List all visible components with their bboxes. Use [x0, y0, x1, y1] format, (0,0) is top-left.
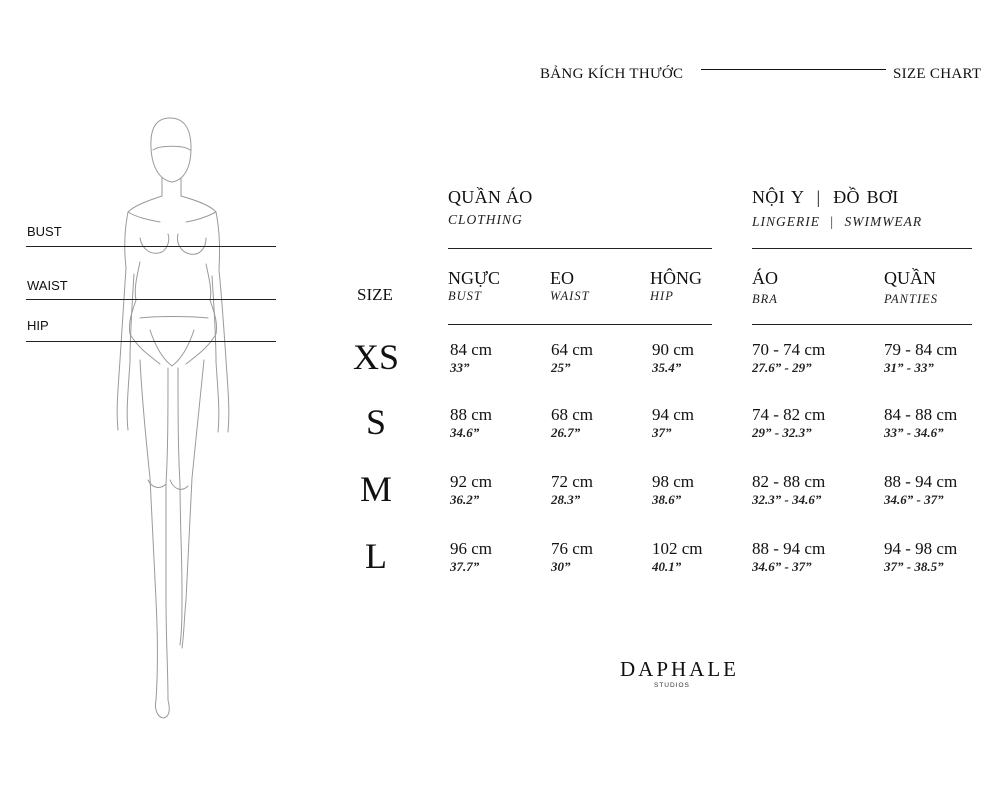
table-cell [450, 539, 492, 575]
cell-inch-value: 34.6” [450, 425, 480, 440]
cell-cm-value: 68 cm [551, 405, 594, 424]
cell-cm-value: 102 cm [652, 539, 703, 558]
brand-logo: DAPHALE [620, 657, 739, 681]
column-subtitle: BUST [448, 289, 482, 303]
header-title-vi: BẢNG KÍCH THƯỚC [540, 66, 684, 82]
lingerie-title [752, 187, 899, 208]
cell-cm-value: 76 cm [551, 539, 594, 558]
size-heading: SIZE [357, 285, 393, 304]
cell-inch-value: 38.6” [652, 492, 682, 507]
cell-inch-value: 32.3” - 34.6” [752, 492, 822, 507]
column-subtitle: WAIST [550, 289, 590, 303]
clothing-title: QUẦN ÁO [448, 187, 533, 207]
column-title: HÔNG [650, 268, 702, 288]
table-cell [884, 405, 957, 441]
lingerie-title-2: ĐỒ BƠI [833, 187, 899, 207]
lingerie-subtitle-2: SWIMWEAR [844, 214, 923, 229]
cell-inch-value: 26.7” [551, 425, 581, 440]
header-divider [701, 69, 886, 70]
table-cell [551, 340, 593, 376]
column-header-panties [884, 268, 938, 307]
clothing-header-rule [448, 324, 712, 325]
cell-cm-value: 82 - 88 cm [752, 472, 826, 491]
column-subtitle: PANTIES [884, 292, 938, 306]
cell-cm-value: 84 - 88 cm [884, 405, 958, 424]
column-subtitle: HIP [650, 289, 674, 303]
cell-cm-value: 79 - 84 cm [884, 340, 958, 359]
header-title-en: SIZE CHART [893, 66, 982, 82]
bust-line [26, 246, 276, 247]
table-cell [652, 539, 703, 575]
table-cell [752, 472, 825, 508]
cell-inch-value: 40.1” [652, 559, 682, 574]
table-cell [884, 539, 957, 575]
table-cell [652, 472, 694, 508]
cell-inch-value: 33” - 34.6” [884, 425, 944, 440]
column-subtitle: BRA [752, 292, 778, 306]
column-title: EO [550, 268, 574, 288]
cell-cm-value: 64 cm [551, 340, 594, 359]
bust-label: BUST [27, 224, 62, 239]
cell-cm-value: 94 cm [652, 405, 695, 424]
subtitle-separator: | [830, 214, 835, 229]
brand-subtitle: STUDIOS [654, 682, 690, 689]
lingerie-subtitle-1: LINGERIE [752, 214, 820, 229]
cell-cm-value: 88 - 94 cm [752, 539, 826, 558]
column-header-waist [550, 268, 590, 304]
cell-inch-value: 29” - 32.3” [752, 425, 812, 440]
size-xs-label: XS [352, 337, 400, 377]
cell-cm-value: 92 cm [450, 472, 493, 491]
waist-line [26, 299, 276, 300]
column-header-bust [448, 268, 500, 304]
cell-cm-value: 88 - 94 cm [884, 472, 958, 491]
cell-inch-value: 37” - 38.5” [884, 559, 944, 574]
cell-inch-value: 36.2” [450, 492, 480, 507]
table-cell [884, 472, 957, 508]
fashion-figure-illustration [100, 112, 270, 722]
table-cell [450, 472, 492, 508]
clothing-rule [448, 248, 712, 249]
lingerie-title-1: NỘI Y [752, 187, 804, 207]
cell-inch-value: 28.3” [551, 492, 581, 507]
cell-cm-value: 96 cm [450, 539, 493, 558]
size-s-label: S [365, 402, 387, 442]
lingerie-header-rule [752, 324, 972, 325]
table-cell [652, 340, 694, 376]
table-cell [551, 539, 593, 575]
cell-inch-value: 27.6” - 29” [752, 360, 812, 375]
cell-cm-value: 74 - 82 cm [752, 405, 826, 424]
table-cell [884, 340, 957, 376]
cell-inch-value: 25” [551, 360, 571, 375]
size-m-label: M [359, 469, 392, 509]
table-cell [652, 405, 694, 441]
hip-line [26, 341, 276, 342]
table-cell [450, 340, 492, 376]
cell-inch-value: 34.6” - 37” [884, 492, 944, 507]
cell-cm-value: 84 cm [450, 340, 493, 359]
column-title: NGỰC [448, 268, 500, 288]
cell-cm-value: 98 cm [652, 472, 695, 491]
title-separator: | [816, 187, 821, 207]
cell-inch-value: 30” [551, 559, 571, 574]
lingerie-rule [752, 248, 972, 249]
cell-inch-value: 34.6” - 37” [752, 559, 812, 574]
lingerie-subtitle [752, 214, 922, 230]
table-cell [752, 340, 825, 376]
table-cell [551, 472, 593, 508]
column-header-hip [650, 268, 702, 304]
table-cell [551, 405, 593, 441]
cell-inch-value: 35.4” [652, 360, 682, 375]
size-l-label: L [365, 536, 387, 576]
hip-label: HIP [27, 318, 49, 333]
cell-inch-value: 31” - 33” [884, 360, 934, 375]
cell-inch-value: 37.7” [450, 559, 480, 574]
clothing-subtitle: CLOTHING [448, 212, 523, 227]
table-cell [450, 405, 492, 441]
table-cell [752, 405, 825, 441]
cell-inch-value: 37” [652, 425, 672, 440]
cell-cm-value: 88 cm [450, 405, 493, 424]
column-title: QUẦN [884, 268, 936, 288]
cell-cm-value: 70 - 74 cm [752, 340, 826, 359]
waist-label: WAIST [27, 278, 68, 293]
cell-inch-value: 33” [450, 360, 470, 375]
cell-cm-value: 94 - 98 cm [884, 539, 958, 558]
cell-cm-value: 90 cm [652, 340, 695, 359]
column-header-bra [752, 268, 778, 307]
cell-cm-value: 72 cm [551, 472, 594, 491]
table-cell [752, 539, 825, 575]
column-title: ÁO [752, 268, 778, 288]
